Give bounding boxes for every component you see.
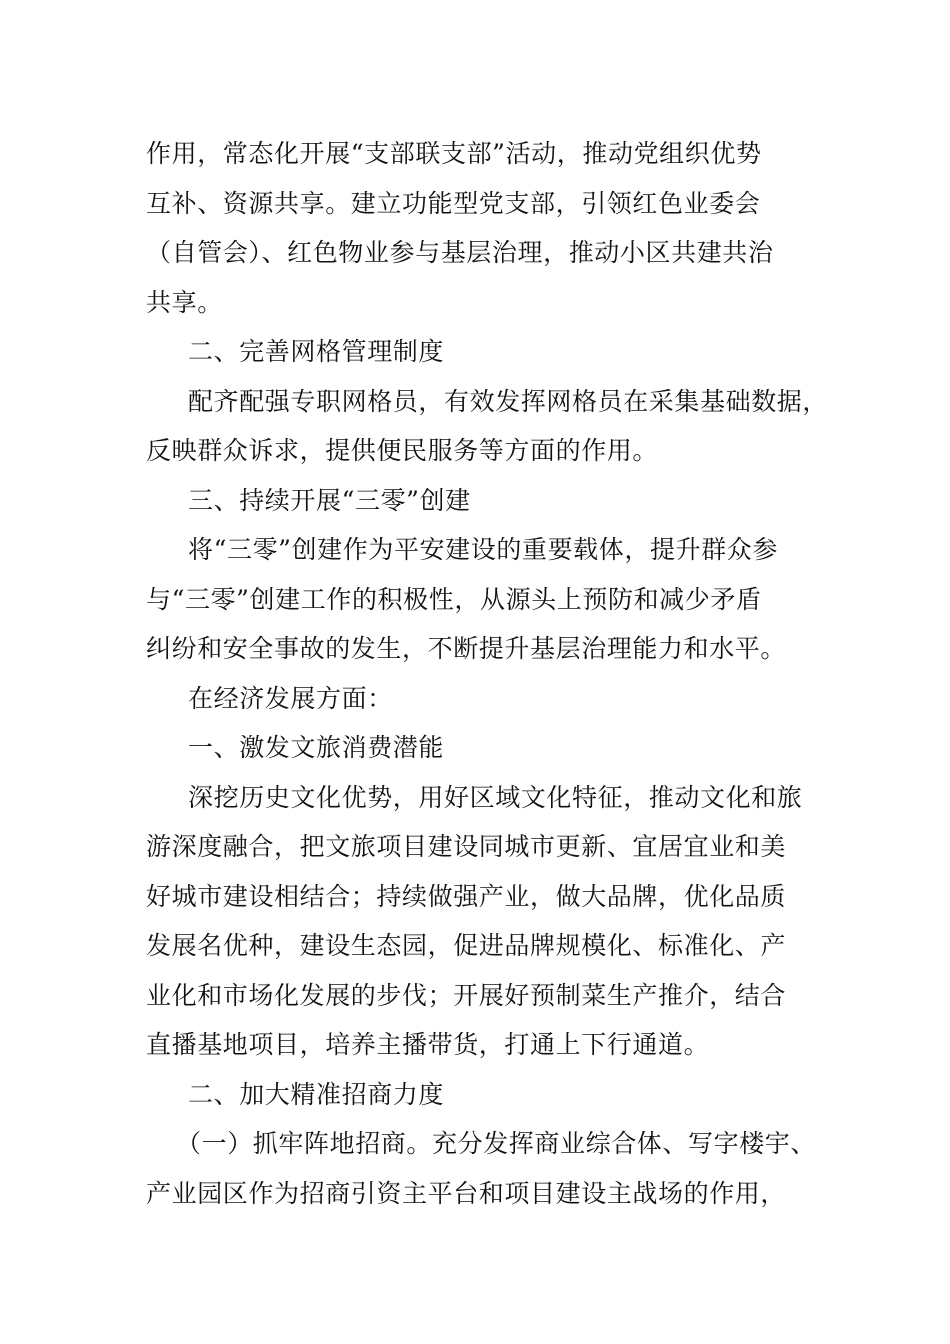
text-line: 发展名优种，建设生态园，促进品牌规模化、标准化、产	[146, 931, 787, 960]
text-line: 作用，常态化开展“支部联支部”活动，推动党组织优势	[146, 139, 762, 168]
text-line: 业化和市场化发展的步伐；开展好预制菜生产推介，结合	[146, 980, 787, 1010]
text-line: （一）抓牢阵地招商。充分发挥商业综合体、写字楼宇、	[176, 1129, 817, 1158]
text-line: 产业园区作为招商引资主平台和项目建设主战场的作用，	[146, 1178, 787, 1208]
text-line: 直播基地项目，培养主播带货，打通上下行通道。	[146, 1030, 710, 1059]
text-line: 好城市建设相结合；持续做强产业，做大品牌，优化品质	[146, 881, 787, 911]
section-heading: 一、激发文旅消费潜能	[188, 733, 445, 762]
text-line: 共享。	[146, 287, 223, 317]
text-line: 深挖历史文化优势，用好区域文化特征，推动文化和旅	[188, 782, 803, 812]
document-body	[146, 129, 829, 1218]
text-line: （自管会）、红色物业参与基层治理，推动小区共建共治	[146, 238, 774, 267]
text-line: 纠纷和安全事故的发生，不断提升基层治理能力和水平。	[146, 634, 787, 663]
text-line: 反映群众诉求，提供便民服务等方面的作用。	[146, 436, 659, 465]
text-line: 互补、资源共享。建立功能型党支部，引领红色业委会	[146, 188, 761, 218]
text-line: 配齐配强专职网格员，有效发挥网格员在采集基础数据，	[188, 386, 829, 416]
section-intro: 在经济发展方面：	[188, 683, 393, 713]
text-line: 游深度融合，把文旅项目建设同城市更新、宜居宜业和美	[146, 832, 787, 861]
section-heading: 二、完善网格管理制度	[188, 337, 445, 366]
text-line: 将“三零”创建作为平安建设的重要载体，提升群众参	[188, 535, 778, 564]
section-heading: 二、加大精准招商力度	[188, 1079, 445, 1109]
text-line: 与“三零”创建工作的积极性，从源头上预防和减少矛盾	[146, 584, 762, 614]
section-heading: 三、持续开展“三零”创建	[188, 485, 471, 515]
